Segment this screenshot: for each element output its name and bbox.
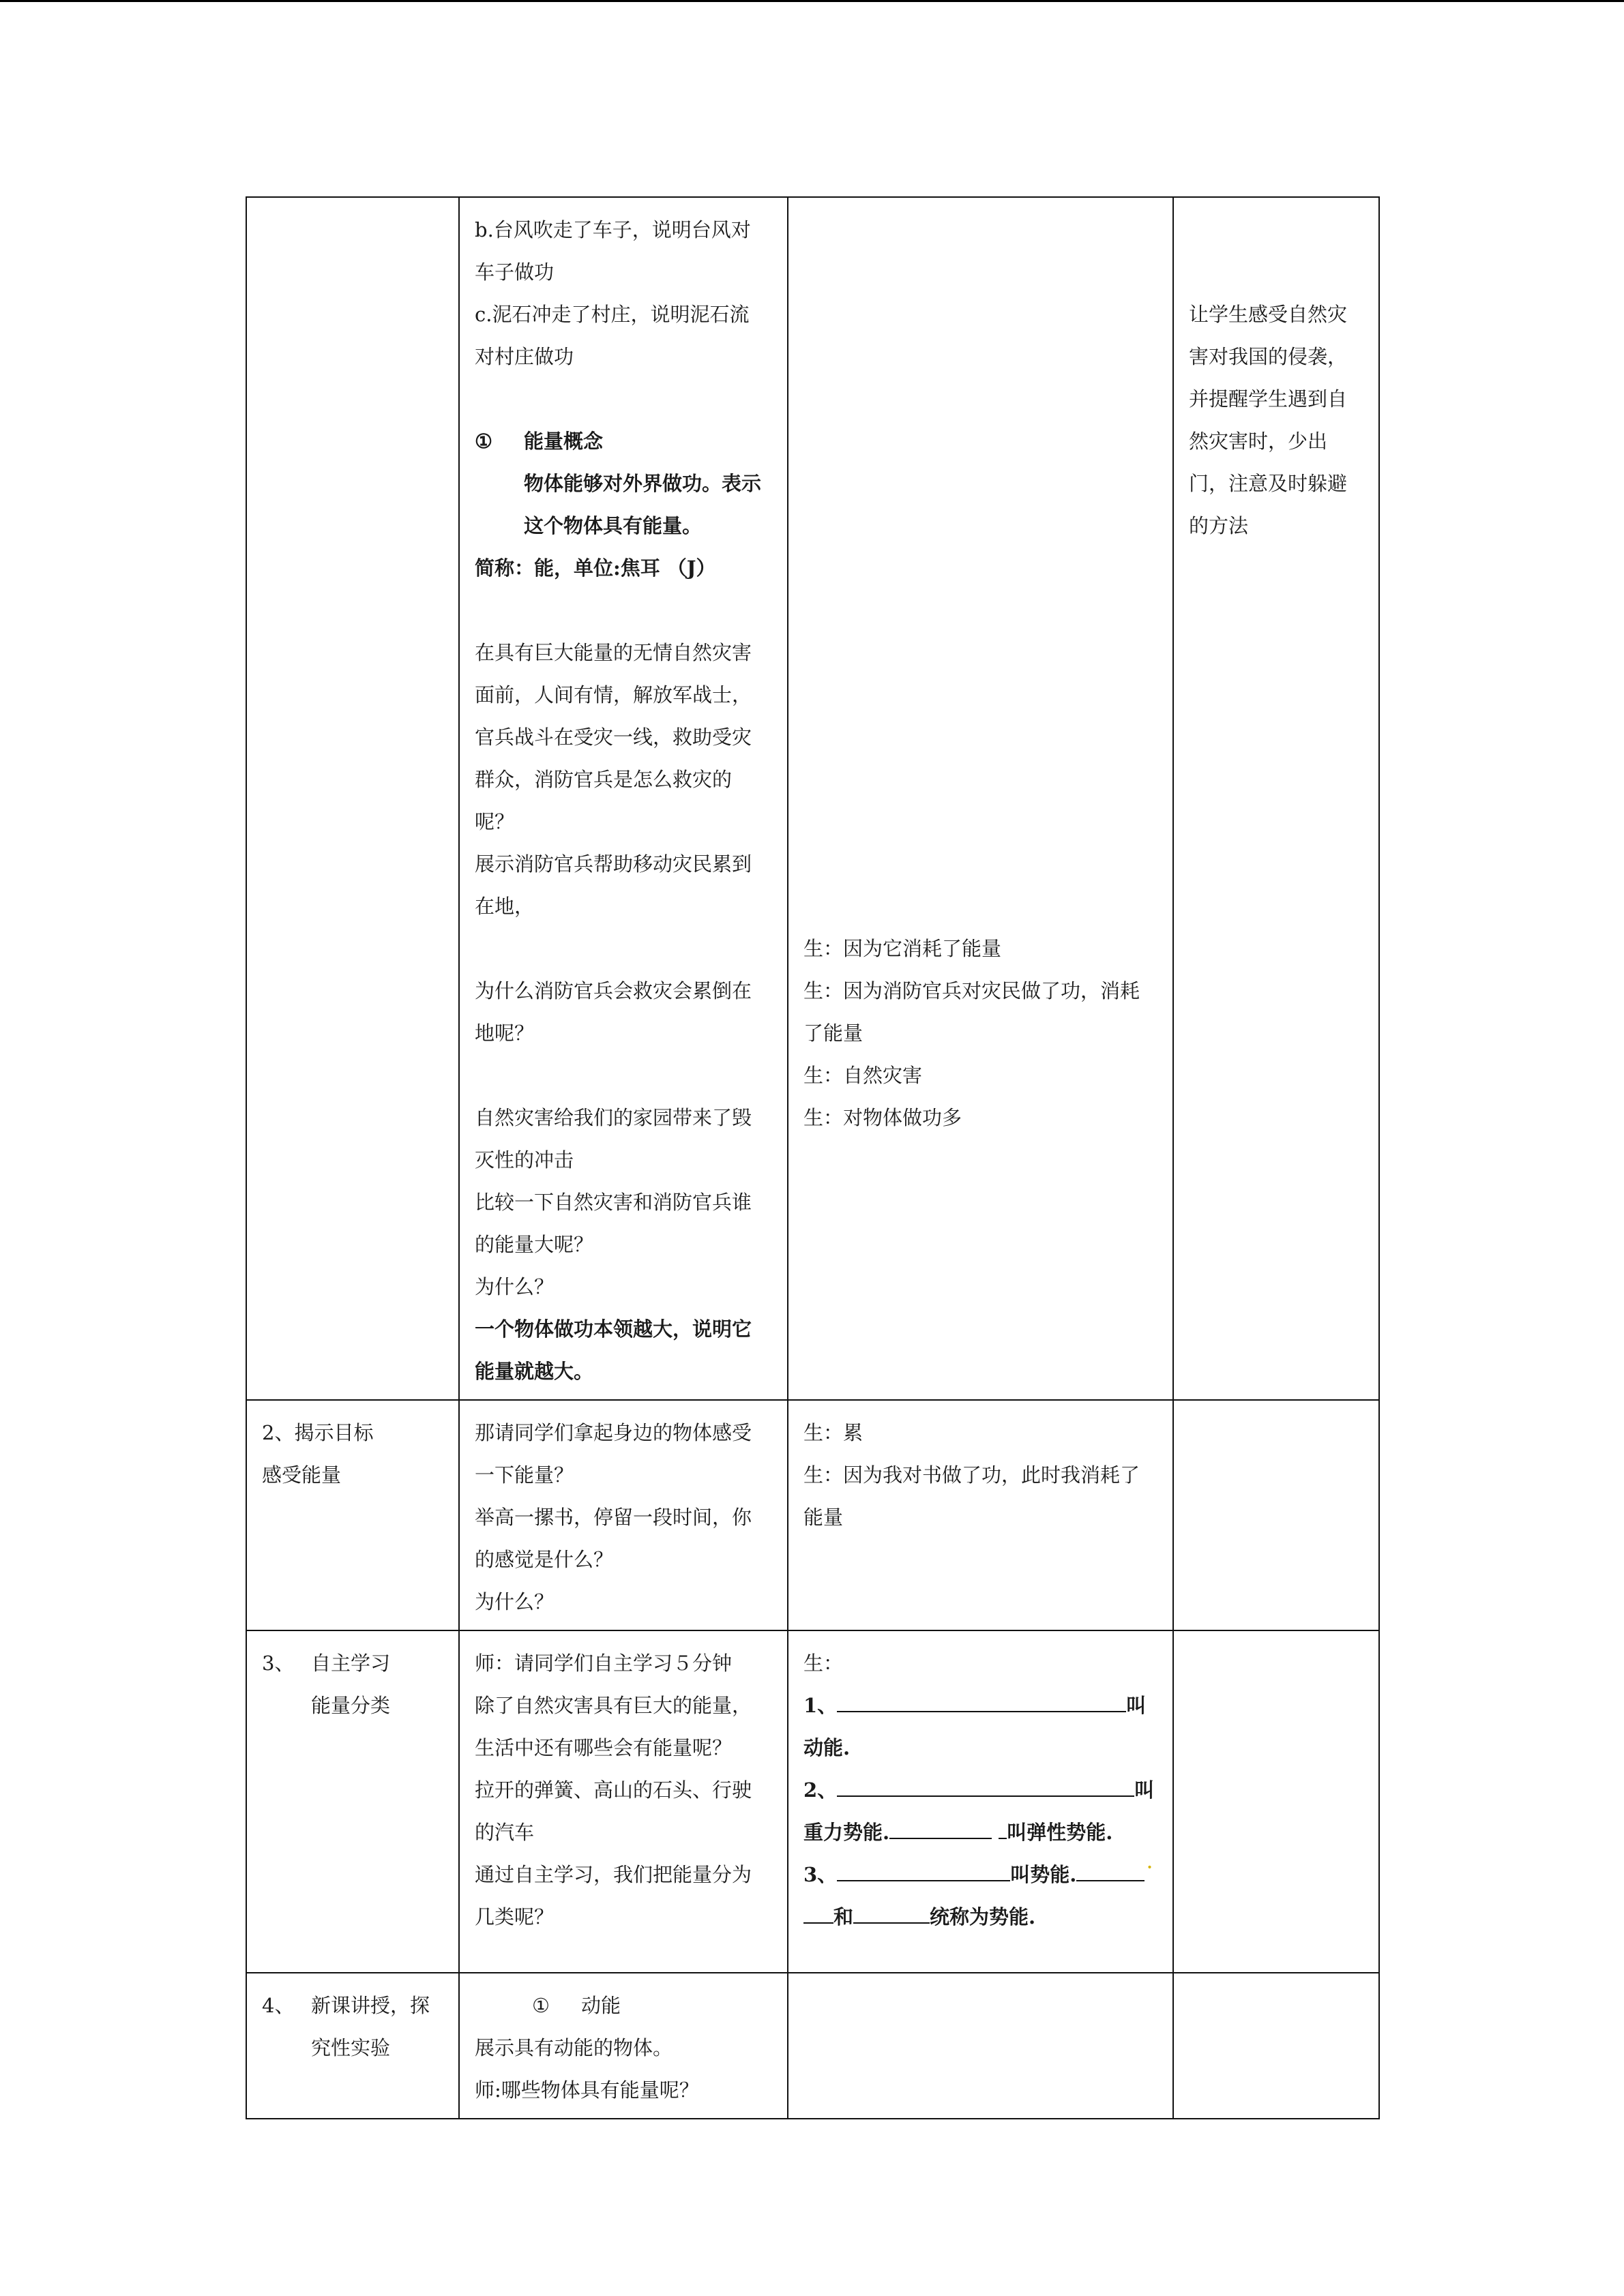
text-line: 地呢？	[475, 1022, 535, 1045]
table-row	[246, 197, 1379, 1400]
conclusion-line: 一个物体做功本领越大，说明它	[475, 1317, 752, 1341]
highlight-dot: ˙	[1145, 1863, 1155, 1886]
text-line: 门，注意及时躲避	[1189, 472, 1348, 495]
text-line: 面前，人间有情，解放军战士，	[475, 683, 752, 706]
teacher-activity-cell	[459, 1973, 788, 2119]
concept-definition: 这个物体具有能量。	[524, 514, 703, 537]
student-label: 生：	[803, 1652, 844, 1675]
teacher-activity-cell	[459, 1630, 788, 1973]
text-line: 动能.	[803, 1736, 851, 1759]
stage-title: 4、 新课讲授，探	[262, 1994, 430, 2017]
stage-title: 3、 自主学习	[262, 1652, 391, 1675]
section-heading: ① 动能	[532, 1994, 621, 2017]
text-line: 比较一下自然灾害和消防官兵谁	[475, 1191, 752, 1214]
student-answer: 生：因为它消耗了能量	[803, 937, 1002, 960]
student-activity-cell	[788, 1973, 1173, 2119]
text-line: 展示具有动能的物体。	[475, 2036, 673, 2059]
text-line: 那请同学们拿起身边的物体感受	[475, 1421, 752, 1444]
table-row	[246, 1973, 1379, 2119]
fill-blank-2: 2、 叫	[803, 1769, 1157, 1811]
blank-line[interactable]	[999, 1817, 1007, 1839]
student-answer: 生：对物体做功多	[803, 1106, 962, 1129]
conclusion-line: 能量就越大。	[475, 1360, 594, 1383]
student-answer: 生：因为我对书做了功，此时我消耗了	[803, 1463, 1140, 1487]
design-intent-cell	[1173, 1400, 1379, 1630]
text-line: 生活中还有哪些会有能量呢？	[475, 1736, 733, 1759]
text-line: 对村庄做功	[475, 345, 574, 368]
stage-subtitle: 究性实验	[311, 2036, 391, 2059]
student-activity-cell	[788, 1400, 1173, 1630]
teacher-activity-cell	[459, 1400, 788, 1630]
text-line: 在具有巨大能量的无情自然灾害	[475, 641, 752, 664]
student-answer: 生：自然灾害	[803, 1064, 923, 1087]
page-top-border	[0, 0, 1624, 2]
stage-cell	[246, 197, 459, 1400]
text-line: 害对我国的侵袭，	[1189, 345, 1348, 368]
teacher-activity-cell	[459, 197, 788, 1400]
text-line: 车子做功	[475, 260, 555, 284]
stage-cell	[246, 1400, 459, 1630]
text-line: c.泥石冲走了村庄，说明泥石流	[475, 303, 750, 326]
design-intent-cell	[1173, 197, 1379, 1400]
text-line: 拉开的弹簧、高山的石头、行驶	[475, 1778, 752, 1802]
fill-blank-2b: 重力势能. 叫弹性势能.	[803, 1811, 1157, 1853]
text-line: 官兵战斗在受灾一线，救助受灾	[475, 726, 752, 749]
text-line: 的方法	[1189, 514, 1249, 537]
fill-blank-3: 3、 叫势能. ˙	[803, 1853, 1157, 1896]
student-activity-cell	[788, 1630, 1173, 1973]
stage-title: 2、揭示目标	[262, 1421, 374, 1444]
student-answer: 了能量	[803, 1022, 863, 1045]
fill-blank-3b: 和 统称为势能.	[803, 1896, 1157, 1938]
text-line: 为什么？	[475, 1590, 555, 1613]
text-line: 举高一摞书，停留一段时间，你	[475, 1506, 752, 1529]
concept-definition: 物体能够对外界做功。表示	[524, 472, 762, 495]
text-line: 的感觉是什么？	[475, 1548, 614, 1571]
lesson-plan-table	[246, 196, 1380, 2119]
student-answer: 生：累	[803, 1421, 863, 1444]
student-answer: 能量	[803, 1506, 844, 1529]
concept-heading: ① 能量概念	[475, 430, 604, 453]
blank-line[interactable]	[1076, 1860, 1145, 1881]
stage-subtitle: 能量分类	[311, 1694, 391, 1717]
unit-note: 简称：能，单位:焦耳 （J）	[475, 556, 716, 580]
text-line: 并提醒学生遇到自	[1189, 387, 1348, 411]
blank-line[interactable]	[837, 1775, 1134, 1797]
text-line: 灭性的冲击	[475, 1148, 574, 1172]
stage-cell	[246, 1973, 459, 2119]
stage-subtitle: 感受能量	[262, 1463, 342, 1487]
table-row	[246, 1630, 1379, 1973]
text-line: 呢？	[475, 810, 515, 833]
text-line: 自然灾害给我们的家园带来了毁	[475, 1106, 752, 1129]
fill-blank-1: 1、 叫	[803, 1684, 1157, 1727]
text-line: 为什么消防官兵会救灾会累倒在	[475, 979, 752, 1002]
student-activity-cell	[788, 197, 1173, 1400]
text-line: 师:哪些物体具有能量呢？	[475, 2078, 699, 2102]
stage-cell	[246, 1630, 459, 1973]
text-line: b.台风吹走了车子，说明台风对	[475, 218, 751, 241]
text-line: 为什么？	[475, 1275, 555, 1298]
text-line: 除了自然灾害具有巨大的能量，	[475, 1694, 752, 1717]
text-line: 的汽车	[475, 1821, 535, 1844]
table-row	[246, 1400, 1379, 1630]
design-intent-cell	[1173, 1973, 1379, 2119]
blank-line[interactable]	[837, 1690, 1126, 1712]
blank-line[interactable]	[889, 1817, 992, 1839]
text-line: 师：请同学们自主学习５分钟	[475, 1652, 733, 1675]
design-intent-cell	[1173, 1630, 1379, 1973]
text-line: 在地，	[475, 895, 535, 918]
blank-line[interactable]	[837, 1860, 1010, 1881]
text-line: 群众，消防官兵是怎么救灾的	[475, 768, 733, 791]
text-line: 的能量大呢？	[475, 1233, 594, 1256]
student-answer: 生：因为消防官兵对灾民做了功，消耗	[803, 979, 1140, 1002]
blank-line[interactable]	[803, 1902, 833, 1924]
blank-line[interactable]	[853, 1902, 930, 1924]
text-line: 然灾害时，少出	[1189, 430, 1328, 453]
text-line: 展示消防官兵帮助移动灾民累到	[475, 852, 752, 876]
text-line: 通过自主学习，我们把能量分为	[475, 1863, 752, 1886]
text-line: 让学生感受自然灾	[1189, 303, 1348, 326]
text-line: 一下能量？	[475, 1463, 574, 1487]
text-line: 几类呢？	[475, 1905, 555, 1928]
